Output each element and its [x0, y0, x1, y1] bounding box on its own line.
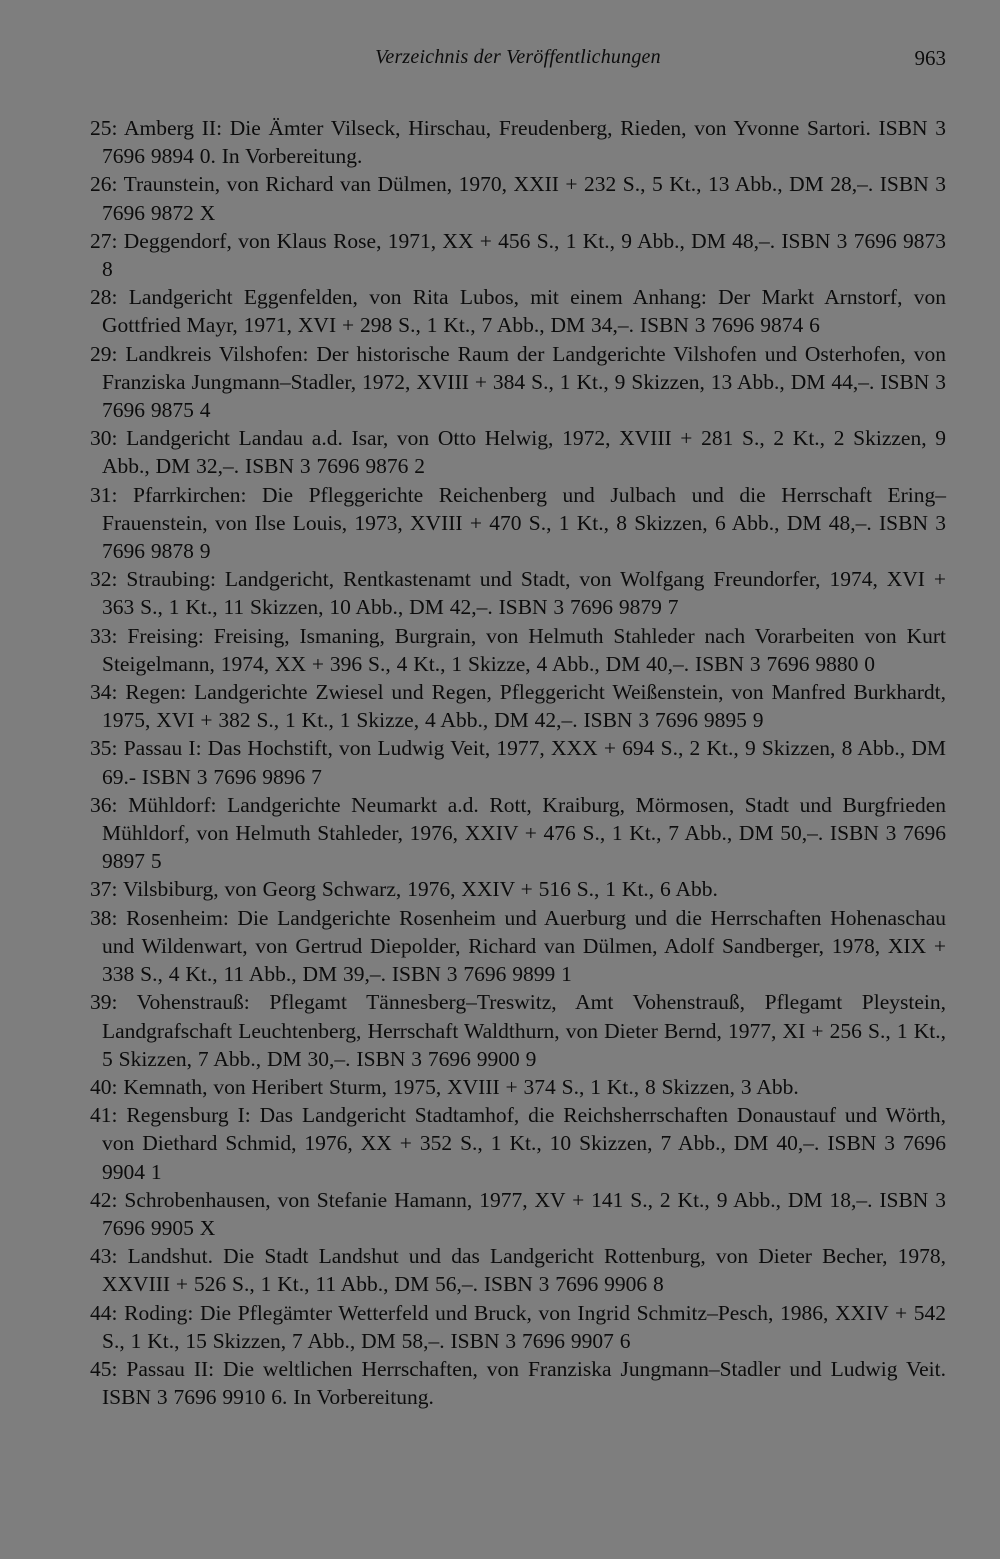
publication-list — [90, 114, 946, 1411]
publication-entry-41: 41: Regensburg I: Das Landgericht Stadtamhof, die Reichsherrschaften Donaustauf und Wörth, von Diethard Schmid, 1976, XX + 352 S., 1 Kt., 10 Skizzen, 7 Abb., DM 40,–. ISBN 3 7696 9904 1 — [90, 1103, 946, 1184]
running-title: Verzeichnis der Veröffentlichungen — [375, 46, 661, 68]
publication-entry-29: 29: Landkreis Vilshofen: Der historische Raum der Landgerichte Vilshofen und Osterhofen, von Franziska Jungmann–Stadler, 1972, XVIII + 384 S., 1 Kt., 9 Skizzen, 13 Abb., DM 44,–. ISBN 3 7696 9875 4 — [90, 341, 946, 423]
publication-entry-25: 25: Amberg II: Die Ämter Vilseck, Hirschau, Freudenberg, Rieden, von Yvonne Sartori. ISBN 3 7696 9894 0. In Vorbereitung. — [90, 116, 946, 169]
publication-entry-38: 38: Rosenheim: Die Landgerichte Rosenheim und Auerburg und die Herrschaften Hohenaschau und Wildenwart, von Gertrud Diepolder, Richard van Dülmen, Adolf Sandberger, 1978, XIX + 338 S., 4 Kt., 11 Abb., DM 39,–. ISBN 3 7696 9899 1 — [90, 905, 946, 987]
publication-entry-32: 32: Straubing: Landgericht, Rentkastenamt und Stadt, von Wolfgang Freundorfer, 1974, XVI + 363 S., 1 Kt., 11 Skizzen, 10 Abb., DM 42,–. ISBN 3 7696 9879 7 — [90, 567, 946, 620]
publication-entry-37: 37: Vilsbiburg, von Georg Schwarz, 1976, XXIV + 516 S., 1 Kt., 6 Abb. — [90, 877, 718, 902]
publication-entry-44: 44: Roding: Die Pflegämter Wetterfeld und Bruck, von Ingrid Schmitz–Pesch, 1986, XXIV + 542 S., 1 Kt., 15 Skizzen, 7 Abb., DM 58,–. ISBN 3 7696 9907 6 — [90, 1300, 946, 1353]
publication-entry-30: 30: Landgericht Landau a.d. Isar, von Otto Helwig, 1972, XVIII + 281 S., 2 Kt., 2 Skizzen, 9 Abb., DM 32,–. ISBN 3 7696 9876 2 — [90, 426, 946, 479]
publication-entry-33: 33: Freising: Freising, Ismaning, Burgrain, von Helmuth Stahleder nach Vorarbeiten von Kurt Steigelmann, 1974, XX + 396 S., 4 Kt., 1 Skizze, 4 Abb., DM 40,–. ISBN 3 7696 9880 0 — [90, 623, 946, 676]
publication-entry-34: 34: Regen: Landgerichte Zwiesel und Regen, Pfleggericht Weißenstein, von Manfred Burkhardt, 1975, XVI + 382 S., 1 Kt., 1 Skizze, 4 Abb., DM 42,–. ISBN 3 7696 9895 9 — [90, 680, 946, 733]
publication-entry-42: 42: Schrobenhausen, von Stefanie Hamann, 1977, XV + 141 S., 2 Kt., 9 Abb., DM 18,–. ISBN 3 7696 9905 X — [90, 1187, 946, 1240]
publication-entry-35: 35: Passau I: Das Hochstift, von Ludwig Veit, 1977, XXX + 694 S., 2 Kt., 9 Skizzen, 8 Abb., DM 69.- ISBN 3 7696 9896 7 — [90, 736, 946, 789]
publication-entry-27: 27: Deggendorf, von Klaus Rose, 1971, XX + 456 S., 1 Kt., 9 Abb., DM 48,–. ISBN 3 7696 9873 8 — [90, 228, 946, 282]
running-head — [90, 46, 946, 78]
publication-entry-28: 28: Landgericht Eggenfelden, von Rita Lubos, mit einem Anhang: Der Markt Arnstorf, von Gottfried Mayr, 1971, XVI + 298 S., 1 Kt., 7 Abb., DM 34,–. ISBN 3 7696 9874 6 — [90, 285, 946, 338]
page-number: 963 — [914, 46, 946, 70]
publication-entry-43: 43: Landshut. Die Stadt Landshut und das Landgericht Rottenburg, von Dieter Becher, 1978, XXVIII + 526 S., 1 Kt., 11 Abb., DM 56,–. ISBN 3 7696 9906 8 — [90, 1244, 946, 1297]
publication-entry-36: 36: Mühldorf: Landgerichte Neumarkt a.d. Rott, Kraiburg, Mörmosen, Stadt und Burgfrieden Mühldorf, von Helmuth Stahleder, 1976, XXIV + 476 S., 1 Kt., 7 Abb., DM 50,–. ISBN 3 7696 9897 5 — [90, 792, 946, 874]
publication-entry-45: 45: Passau II: Die weltlichen Herrschaften, von Franziska Jungmann–Stadler und Ludwig Veit. ISBN 3 7696 9910 6. In Vorbereitung. — [90, 1356, 946, 1410]
publication-entry-40: 40: Kemnath, von Heribert Sturm, 1975, XVIII + 374 S., 1 Kt., 8 Skizzen, 3 Abb. — [90, 1074, 799, 1099]
publication-entry-39: 39: Vohenstrauß: Pflegamt Tännesberg–Treswitz, Amt Vohenstrauß, Pflegamt Pleystein, Landgrafschaft Leuchtenberg, Herrschaft Waldthurn, von Dieter Bernd, 1977, XI + 256 S., 1 Kt., 5 Skizzen, 7 Abb., DM 30,–. ISBN 3 7696 9900 9 — [90, 990, 946, 1071]
publication-entry-31: 31: Pfarrkirchen: Die Pfleggerichte Reichenberg und Julbach und die Herrschaft Ering–Frauenstein, von Ilse Louis, 1973, XVIII + 470 S., 1 Kt., 8 Skizzen, 6 Abb., DM 48,–. ISBN 3 7696 9878 9 — [90, 482, 946, 564]
publication-entry-26: 26: Traunstein, von Richard van Dülmen, 1970, XXII + 232 S., 5 Kt., 13 Abb., DM 28,–. ISBN 3 7696 9872 X — [90, 172, 946, 225]
